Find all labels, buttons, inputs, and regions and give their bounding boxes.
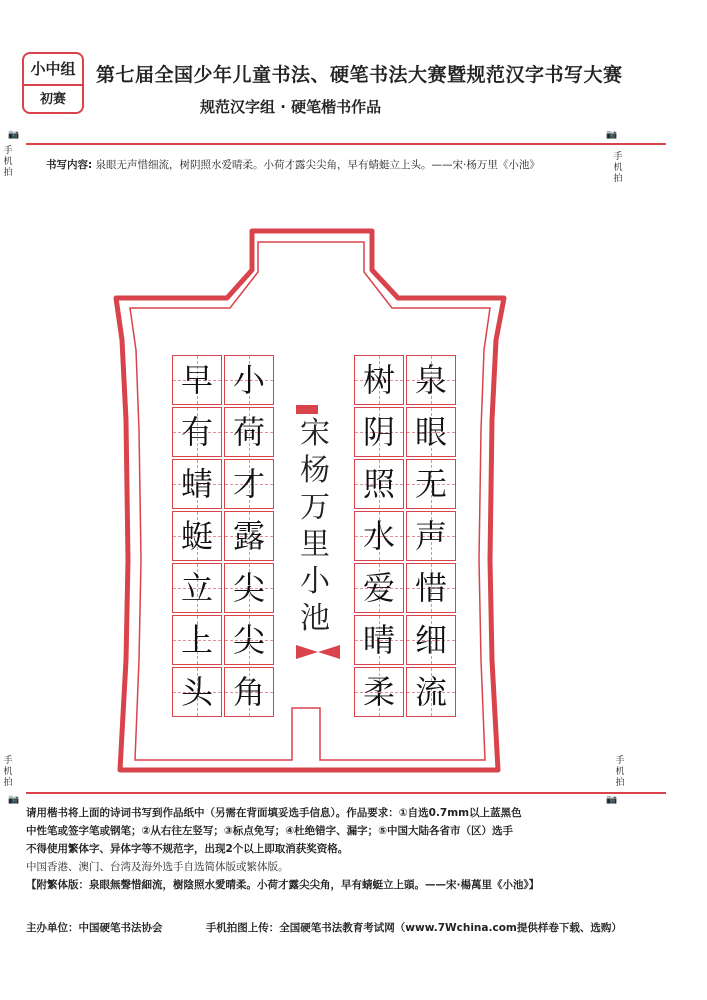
grid-cell: [354, 511, 404, 561]
grid-character: 无: [414, 465, 447, 503]
grid-character: 尖: [232, 569, 265, 607]
grid-character: 才: [232, 465, 265, 503]
signature-text: [293, 415, 337, 637]
grid-character: 声: [414, 517, 447, 555]
grid-character: 柔: [362, 673, 395, 711]
grid-character: 尖: [232, 621, 265, 659]
grid-character: 泉: [414, 361, 447, 399]
instruction-line: 中性笔或签字笔或钢笔；②从右往左竖写；③标点免写；④杜绝错字、漏字；⑤中国大陆各省市（区）选手: [26, 825, 514, 837]
signature-character: 里: [300, 527, 330, 562]
instruction-line: 中国香港、澳门、台湾及海外选手自选简体版或繁体版。: [26, 861, 289, 873]
side-label-bottom-left: 手机拍: [3, 756, 13, 788]
grid-character: 蜓: [180, 517, 213, 555]
content-label: 书写内容:: [46, 159, 93, 171]
grid-cell: [224, 459, 274, 509]
signature-column: [293, 405, 337, 645]
signature-character: 万: [300, 490, 330, 525]
grid-character: 惜: [414, 569, 447, 607]
grid-cell: [172, 615, 222, 665]
side-label-top-left: 手机拍: [3, 146, 13, 178]
grid-cell: [406, 355, 456, 405]
grid-cell: [354, 563, 404, 613]
grid-character: 细: [414, 621, 447, 659]
grid-character: 水: [362, 517, 395, 555]
instruction-line: 不得使用繁体字、异体字等不规范字，出现2个以上即取消获奖资格。: [26, 843, 349, 855]
camera-icon: 📷: [606, 130, 618, 140]
signature-character: 小: [300, 564, 330, 599]
grid-cell: [354, 667, 404, 717]
grid-character: 露: [232, 517, 265, 555]
grid-cell: [406, 615, 456, 665]
footer-organizer: 主办单位：中国硬笔书法协会: [26, 922, 163, 934]
signature-character: 杨: [300, 453, 330, 488]
side-label-bottom-right: 手机拍: [615, 756, 625, 788]
grid-character: 头: [180, 673, 213, 711]
camera-icon: 📷: [606, 795, 618, 805]
grid-cell: [406, 459, 456, 509]
bottom-divider: [26, 792, 666, 794]
grid-cell: [172, 667, 222, 717]
grid-character: 立: [180, 569, 213, 607]
grid-character: 蜻: [180, 465, 213, 503]
grid-character: 阴: [362, 413, 395, 451]
grid-cell: [224, 355, 274, 405]
instruction-line: 请用楷书将上面的诗词书写到作品纸中（另需在背面填妥选手信息）。作品要求：①自选0.7mm以上蓝黑色: [26, 807, 522, 819]
grid-cell: [224, 667, 274, 717]
grid-character: 流: [414, 673, 447, 711]
grid-cell: [406, 511, 456, 561]
signature-character: 宋: [300, 416, 330, 451]
grid-character: 荷: [232, 413, 265, 451]
grid-character: 爱: [362, 569, 395, 607]
instruction-line: 【附繁体版：泉眼無聲惜細流，樹陰照水愛晴柔。小荷才露尖尖角，早有蜻蜓立上頭。——宋·楊萬里《小池》】: [26, 879, 540, 891]
badge-round-label: 初赛: [39, 92, 66, 107]
footer: [26, 920, 686, 935]
grid-cell: [354, 459, 404, 509]
grid-cell: [224, 615, 274, 665]
page-subtitle: 规范汉字组 · 硬笔楷书作品: [200, 98, 382, 116]
grid-cell: [354, 615, 404, 665]
grid-character: 晴: [362, 621, 395, 659]
signature-character: 池: [300, 601, 330, 636]
grid-character: 上: [180, 621, 213, 659]
grid-character: 照: [362, 465, 395, 503]
grid-cell: [354, 407, 404, 457]
grid-cell: [406, 407, 456, 457]
grid-character: 眼: [414, 413, 447, 451]
grid-character: 有: [180, 413, 213, 451]
grid-character: 树: [362, 361, 395, 399]
content-text: 泉眼无声惜细流，树阴照水爱晴柔。小荷才露尖尖角，早有蜻蜓立上头。——宋·杨万里《小池》: [95, 159, 540, 171]
grid-character: 角: [232, 673, 265, 711]
camera-icon: 📷: [8, 795, 20, 805]
side-label-top-right: 手机拍: [613, 152, 623, 184]
camera-icon: 📷: [8, 130, 20, 140]
grid-cell: [172, 511, 222, 561]
instructions: [26, 804, 686, 894]
page-title: 第七届全国少年儿童书法、硬笔书法大赛暨规范汉字书写大赛: [96, 64, 623, 86]
grid-cell: [406, 667, 456, 717]
grid-character: 小: [232, 361, 265, 399]
grid-cell: [354, 355, 404, 405]
grid-cell: [224, 407, 274, 457]
grid-character: 早: [180, 361, 213, 399]
grid-cell: [224, 563, 274, 613]
footer-upload: 手机拍图上传：全国硬笔书法教育考试网（www.7Wchina.com提供样卷下载、选购）: [205, 922, 622, 934]
grid-cell: [172, 563, 222, 613]
badge-group-label: 小中组: [24, 54, 82, 86]
grid-cell: [172, 459, 222, 509]
grid-cell: [172, 355, 222, 405]
grid-cell: [406, 563, 456, 613]
grid-cell: [224, 511, 274, 561]
grid-cell: [172, 407, 222, 457]
